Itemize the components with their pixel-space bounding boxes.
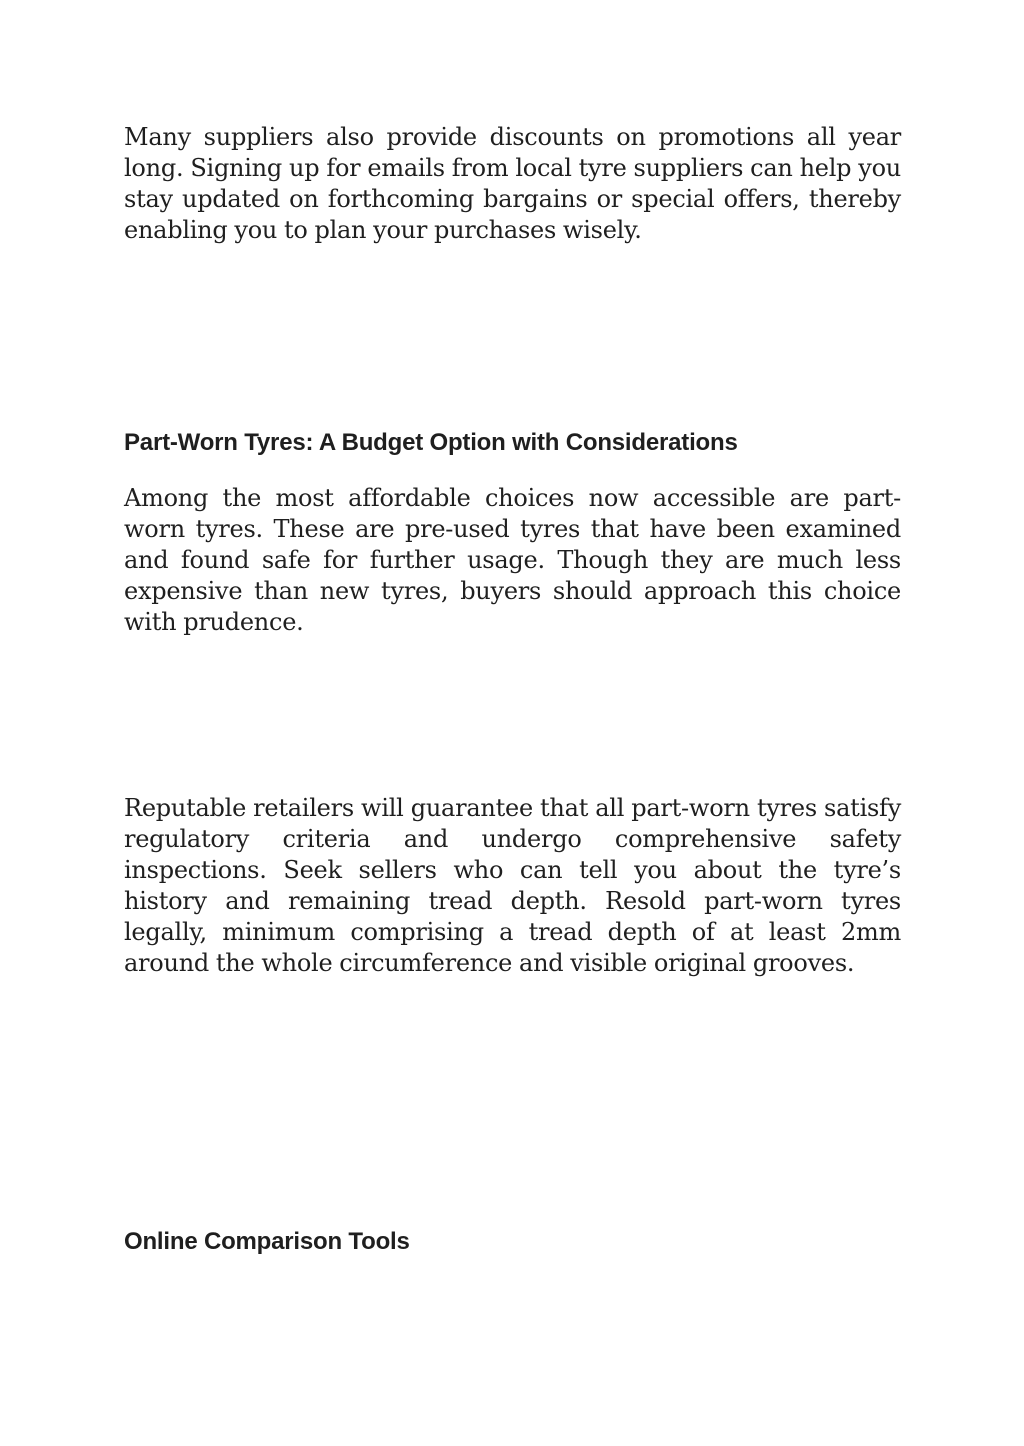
heading-online-comparison-tools: Online Comparison Tools — [124, 1228, 410, 1255]
paragraph-part-worn-intro: Among the most affordable choices now accessible are part-worn tyres. These are pre-used tyres that have been examined and found safe for further usage. Though they are much less expensive than new tyres, buyers should approach this choice with prudence. — [124, 484, 901, 636]
heading-part-worn-tyres: Part-Worn Tyres: A Budget Option with Considerations — [124, 429, 738, 456]
paragraph-promotions: Many suppliers also provide discounts on promotions all year long. Signing up for emails from local tyre suppliers can help you stay updated on forthcoming bargains or special offers, thereby enabling you to plan your purchases wisely. — [124, 123, 901, 244]
paragraph-reputable-retailers: Reputable retailers will guarantee that all part-worn tyres satisfy regulatory criteria and undergo comprehensive safety inspections. Seek sellers who can tell you about the tyre’s history and remaining tread depth. Resold part-worn tyres legally, minimum comprising a tread depth of at least 2mm around the whole circumference and visible original grooves. — [124, 794, 901, 977]
